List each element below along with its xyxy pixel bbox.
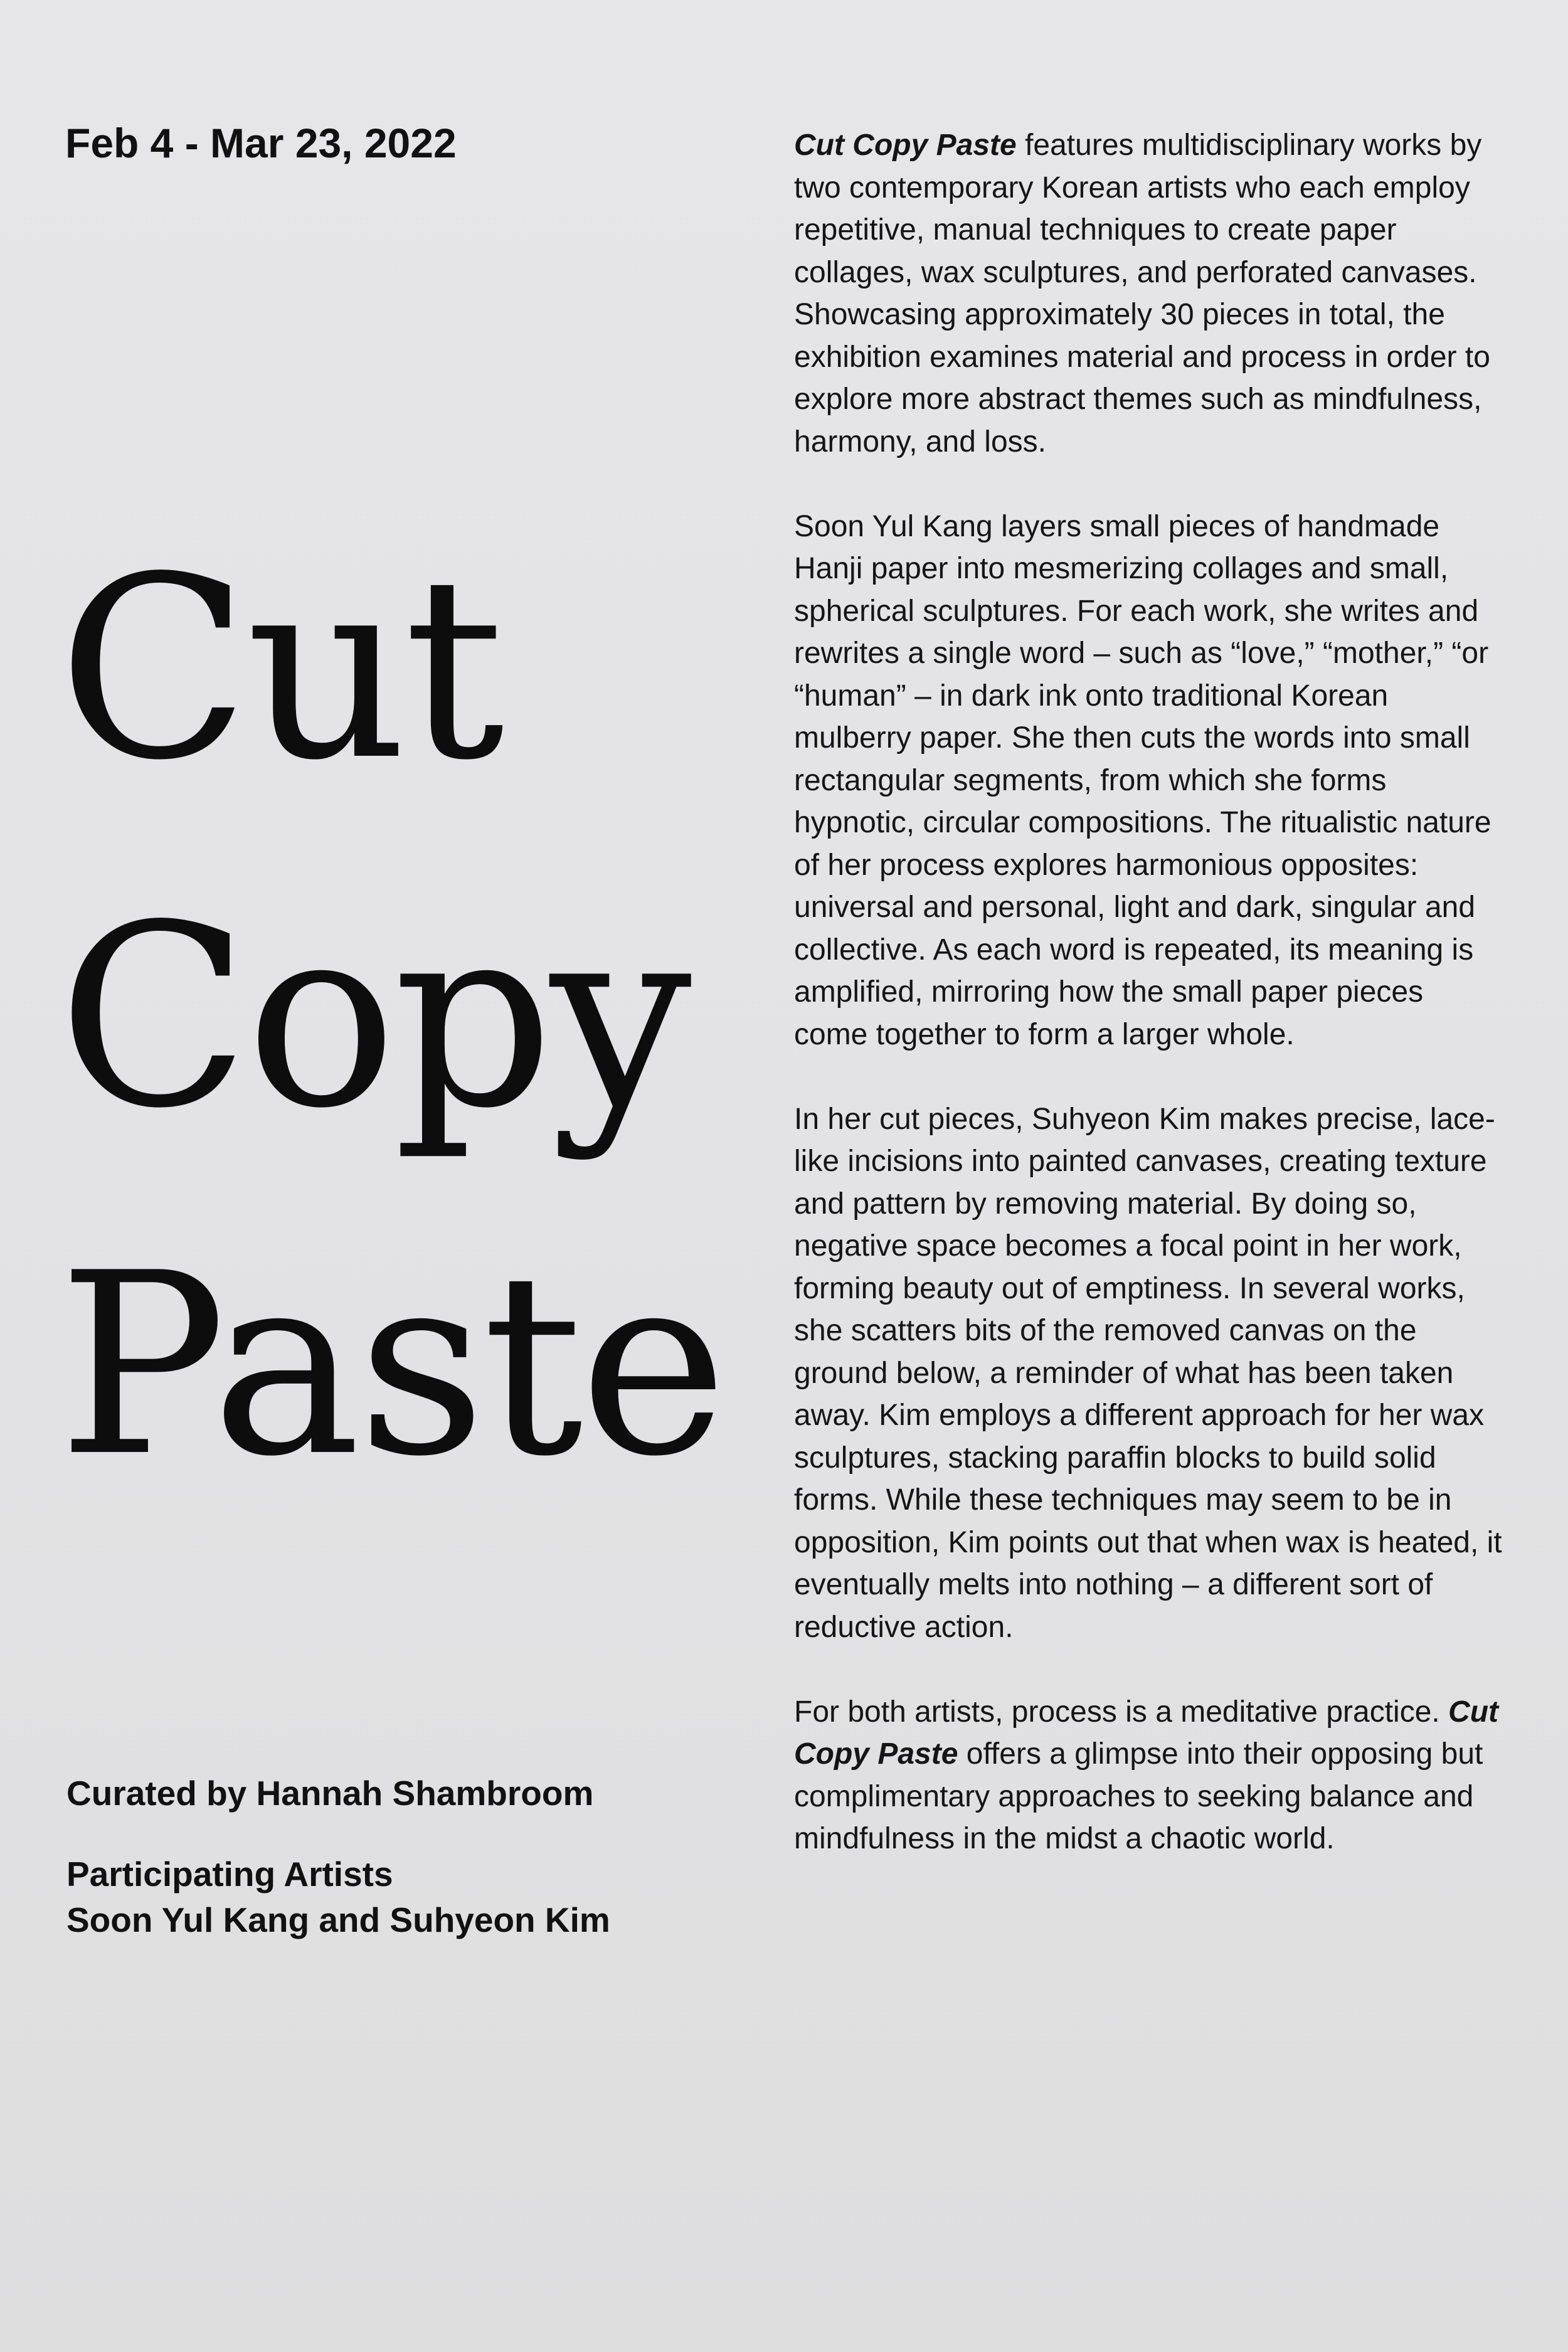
kang-paragraph: Soon Yul Kang layers small pieces of handmade Hanji paper into mesmerizing collages and small, spherical sculptures. For each work, she writes and rewrites a single word – such as “love,” “mother,” “or “human” – in dark ink onto traditional Korean mulberry paper. She then cuts the words into small rectangular segments, from which she forms hypnotic, circular compositions. The ritualistic nature of her process explores harmonious opposites: universal and personal, light and dark, singular and collective. As each word is repeated, its meaning is amplified, mirroring how the small paper pieces come together to form a larger whole. xyxy=(794,509,1491,1051)
closing-paragraph xyxy=(794,1691,1503,1860)
credits-block xyxy=(66,1776,610,1937)
title-line-copy: Copy xyxy=(58,872,688,1163)
exhibition-title xyxy=(58,495,724,1540)
intro-exhibition-title: Cut Copy Paste xyxy=(794,129,1017,162)
intro-paragraph-text: features multidisciplinary works by two contemporary Korean artists who each employ repetitive, manual techniques to create paper collages, wax sculptures, and perforated canvases. Showcasing approximately 30 pieces in total, the exhibition examines material and process in order to explore more abstract themes such as mindfulness, harmony, and loss. xyxy=(794,129,1490,458)
closing-paragraph-text: offers a glimpse into their opposing but complimentary approaches to seeking balance and mindfulness in the midst a chaotic world. xyxy=(794,1737,1483,1855)
closing-exhibition-title: Cut Copy Paste xyxy=(794,1695,1499,1771)
artists-names: Soon Yul Kang and Suhyeon Kim xyxy=(66,1900,610,1939)
artists-heading: Participating Artists xyxy=(66,1855,393,1894)
curator-credit: Curated by Hannah Shambroom xyxy=(66,1774,594,1813)
intro-paragraph xyxy=(794,124,1503,463)
title-line-cut: Cut xyxy=(58,524,501,815)
kim-paragraph: In her cut pieces, Suhyeon Kim makes precise, lace-like incisions into painted canvases, creating texture and pattern by removing material. By doing so, negative space becomes a focal point in her work, forming beauty out of emptiness. In several works, she scatters bits of the removed canvas on the ground below, a reminder of what has been taken away. Kim employs a different approach for her wax sculptures, stacking paraffin blocks to build solid forms. While these techniques may seem to be in opposition, Kim points out that when wax is heated, it eventually melts into nothing – a different sort of reductive action. xyxy=(794,1102,1502,1644)
closing-lead-text: For both artists, process is a meditative practice. xyxy=(794,1695,1449,1729)
exhibition-description xyxy=(794,124,1503,1902)
exhibition-dates: Feb 4 - Mar 23, 2022 xyxy=(65,120,457,166)
title-line-paste: Paste xyxy=(58,1220,724,1512)
